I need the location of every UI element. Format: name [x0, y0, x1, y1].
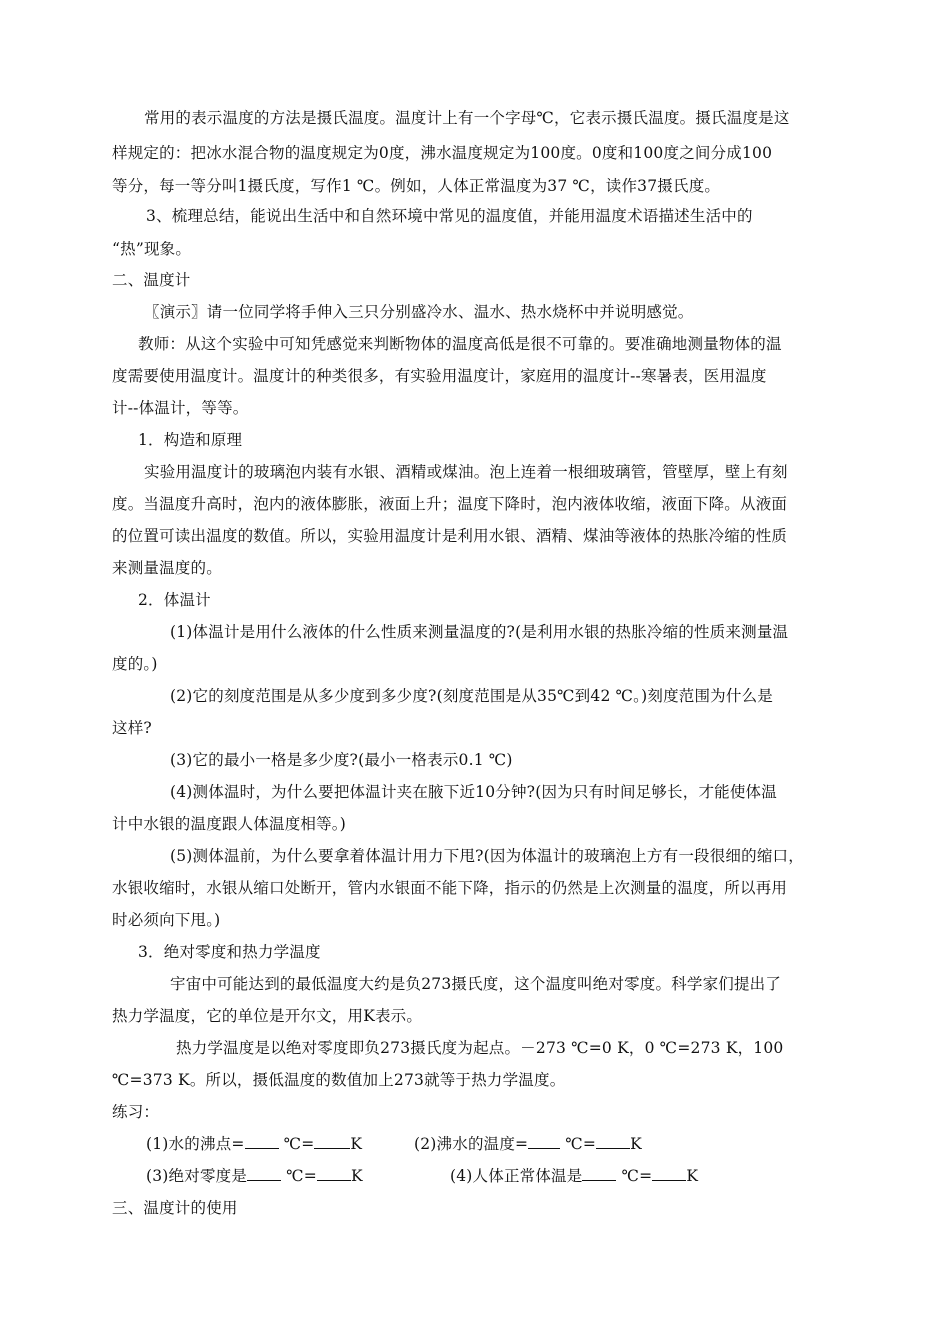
paragraph-line: (1)体温计是用什么液体的什么性质来测量温度的?(是利用水银的热胀冷缩的性质来测量温	[170, 623, 789, 641]
paragraph-line: 宇宙中可能达到的最低温度大约是负273摄氏度，这个温度叫绝对零度。科学家们提出了	[170, 975, 782, 993]
subsection-heading: 3．绝对零度和热力学温度	[138, 943, 321, 961]
exercise-heading: 练习：	[112, 1103, 160, 1121]
paragraph-line: 度需要使用温度计。温度计的种类很多，有实验用温度计，家庭用的温度计--寒暑表，医用温度	[112, 367, 767, 385]
answer-blank[interactable]	[652, 1166, 686, 1181]
paragraph-line: 〖演示〗请一位同学将手伸入三只分别盛冷水、温水、热水烧杯中并说明感觉。	[144, 303, 694, 321]
answer-blank[interactable]	[596, 1134, 630, 1149]
paragraph-line: 热力学温度是以绝对零度即负273摄氏度为起点。－273 ℃=0 K，0 ℃=273 K，100	[176, 1039, 784, 1057]
paragraph-line: 等分，每一等分叫1摄氏度，写作1 ℃。例如，人体正常温度为37 ℃，读作37摄氏度。	[112, 177, 721, 195]
subsection-heading: 2．体温计	[138, 591, 211, 609]
paragraph-line: 常用的表示温度的方法是摄氏温度。温度计上有一个字母℃，它表示摄氏温度。摄氏温度是这	[144, 109, 790, 127]
answer-blank[interactable]	[314, 1134, 350, 1149]
exercise-4-unit-k: K	[686, 1167, 699, 1185]
paragraph-line: 水银收缩时，水银从缩口处断开，管内水银面不能下降，指示的仍然是上次测量的温度，所以再用	[112, 879, 788, 897]
exercise-1-label: (1)水的沸点=	[146, 1135, 245, 1153]
paragraph-line: “热”现象。	[112, 240, 192, 258]
exercise-4-label: (4)人体正常体温是	[450, 1167, 583, 1185]
answer-blank[interactable]	[245, 1134, 279, 1149]
paragraph-line: 样规定的：把冰水混合物的温度规定为0度，沸水温度规定为100度。0度和100度之间分成100	[112, 144, 773, 162]
answer-blank[interactable]	[582, 1166, 616, 1181]
answer-blank[interactable]	[247, 1166, 281, 1181]
exercise-3	[146, 1166, 363, 1186]
section-heading: 二、温度计	[112, 271, 191, 289]
exercise-3-unit-k: K	[350, 1167, 363, 1185]
paragraph-line: (5)测体温前，为什么要拿着体温计用力下甩?(因为体温计的玻璃泡上方有一段很细的缩口，	[170, 847, 804, 865]
exercise-2-label: (2)沸水的温度=	[414, 1135, 529, 1153]
paragraph-line: 实验用温度计的玻璃泡内装有水银、酒精或煤油。泡上连着一根细玻璃管，管壁厚，壁上有刻	[144, 463, 788, 481]
answer-blank[interactable]	[317, 1166, 351, 1181]
exercise-4	[450, 1166, 698, 1186]
exercise-4-unit-c: ℃=	[621, 1167, 653, 1185]
paragraph-line: (2)它的刻度范围是从多少度到多少度?(刻度范围是从35℃到42 ℃。)刻度范围为什么是	[170, 687, 773, 705]
paragraph-line: 度的。)	[112, 655, 158, 673]
paragraph-line: (4)测体温时，为什么要把体温计夹在腋下近10分钟?(因为只有时间足够长，才能使体温	[170, 783, 777, 801]
exercise-3-label: (3)绝对零度是	[146, 1167, 248, 1185]
answer-blank[interactable]	[528, 1134, 560, 1149]
exercise-1	[146, 1134, 362, 1154]
paragraph-line: (3)它的最小一格是多少度?(最小一格表示0.1 ℃)	[170, 751, 513, 769]
paragraph-line: ℃=373 K。所以，摄低温度的数值加上273就等于热力学温度。	[112, 1071, 566, 1089]
paragraph-line: 计中水银的温度跟人体温度相等。)	[112, 815, 346, 833]
paragraph-line: 时必须向下甩。)	[112, 911, 221, 929]
paragraph-line: 度。当温度升高时，泡内的液体膨胀，液面上升；温度下降时，泡内液体收缩，液面下降。从液面	[112, 495, 788, 513]
paragraph-line: 来测量温度的。	[112, 559, 222, 577]
exercise-2-unit-k: K	[630, 1135, 642, 1153]
subsection-heading: 1．构造和原理	[138, 431, 243, 449]
paragraph-line: 计--体温计，等等。	[112, 399, 249, 417]
paragraph-line: 这样?	[112, 719, 152, 737]
section-heading: 三、温度计的使用	[112, 1199, 238, 1217]
exercise-3-unit-c: ℃=	[286, 1167, 317, 1185]
paragraph-line: 热力学温度，它的单位是开尔文，用K表示。	[112, 1007, 423, 1025]
exercise-2-unit-c: ℃=	[565, 1135, 597, 1153]
exercise-1-unit-k: K	[350, 1135, 363, 1153]
paragraph-line: 的位置可读出温度的数值。所以，实验用温度计是利用水银、酒精、煤油等液体的热胀冷缩的性质	[112, 527, 788, 545]
exercise-2	[414, 1134, 642, 1154]
exercise-1-unit-c: ℃=	[283, 1135, 315, 1153]
paragraph-line: 教师：从这个实验中可知凭感觉来判断物体的温度高低是很不可靠的。要准确地测量物体的温	[138, 335, 782, 353]
paragraph-line: 3、梳理总结，能说出生活中和自然环境中常见的温度值，并能用温度术语描述生活中的	[146, 207, 753, 225]
